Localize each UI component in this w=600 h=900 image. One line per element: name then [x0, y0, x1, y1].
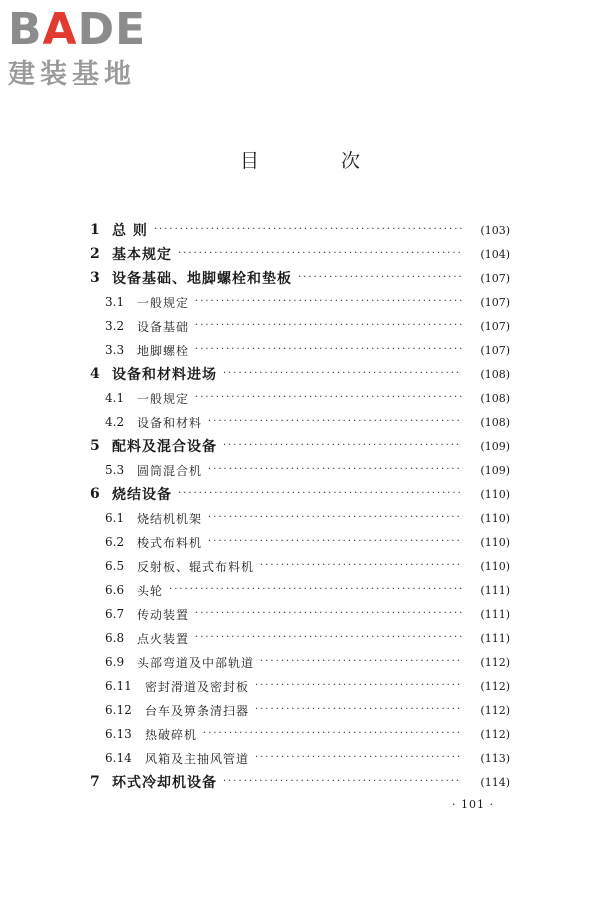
- toc-section: [0, 626, 600, 650]
- dot-leader: [223, 367, 462, 381]
- dot-leader: [195, 391, 462, 405]
- toc-label: 烧结机机架: [137, 511, 203, 526]
- toc-label: 反射板、辊式布料机: [137, 559, 255, 574]
- toc-page: (109): [480, 439, 510, 453]
- toc-label: 头轮: [137, 583, 164, 598]
- dot-leader: [208, 415, 462, 429]
- toc-label: 传动装置: [137, 607, 190, 622]
- toc-chapter: [0, 362, 600, 386]
- toc-number: 6.12: [105, 703, 132, 717]
- toc-label: 一般规定: [137, 295, 190, 310]
- toc-page: (109): [480, 463, 510, 477]
- toc-page: (111): [480, 631, 510, 645]
- toc-page: (104): [480, 247, 510, 261]
- toc-label: 梭式布料机: [137, 535, 203, 550]
- dot-leader: [169, 583, 462, 597]
- toc-label: 设备和材料: [137, 415, 203, 430]
- toc-section: [0, 386, 600, 410]
- toc-number: 6.5: [105, 559, 125, 573]
- toc-label: 台车及箅条清扫器: [145, 703, 250, 718]
- toc-number: 6.2: [105, 535, 125, 549]
- toc-label: 密封滑道及密封板: [145, 679, 250, 694]
- toc-label: 总 则: [112, 223, 148, 239]
- toc-label: 地脚螺栓: [137, 343, 190, 358]
- toc-section: [0, 722, 600, 746]
- toc-section: [0, 698, 600, 722]
- toc-section: [0, 674, 600, 698]
- toc-section: [0, 338, 600, 362]
- dot-leader: [223, 775, 462, 789]
- toc-number: 5.3: [105, 463, 125, 477]
- toc-page: (107): [480, 343, 510, 357]
- toc-number: 6.13: [105, 727, 132, 741]
- toc-label: 基本规定: [112, 247, 172, 263]
- toc-label: 设备基础: [137, 319, 190, 334]
- dot-leader: [260, 655, 462, 669]
- toc-number: 4.2: [105, 415, 125, 429]
- toc-page: (112): [480, 727, 510, 741]
- toc-number: 6: [90, 486, 100, 502]
- dot-leader: [203, 727, 462, 741]
- toc-number: 6.14: [105, 751, 132, 765]
- dot-leader: [178, 247, 462, 261]
- toc-section: [0, 650, 600, 674]
- toc-section: [0, 530, 600, 554]
- toc-number: 6.8: [105, 631, 125, 645]
- toc-number: 6.7: [105, 607, 125, 621]
- toc-page: (107): [480, 319, 510, 333]
- dot-leader: [178, 487, 462, 501]
- toc-number: 5: [90, 438, 100, 454]
- toc-label: 设备和材料进场: [112, 367, 217, 383]
- dot-leader: [195, 295, 462, 309]
- toc-number: 4: [90, 366, 100, 382]
- logo-mark-b: B: [8, 4, 43, 55]
- logo-mark-accent: A: [42, 4, 78, 55]
- toc-number: 6.11: [105, 679, 132, 693]
- toc-number: 3: [90, 270, 100, 286]
- toc-number: 7: [90, 774, 100, 790]
- bade-logo: [8, 6, 178, 92]
- dot-leader: [255, 679, 462, 693]
- toc-number: 4.1: [105, 391, 125, 405]
- toc-page: (110): [480, 559, 510, 573]
- toc-page: (112): [480, 679, 510, 693]
- dot-leader: [195, 607, 462, 621]
- dot-leader: [255, 751, 462, 765]
- toc-label: 一般规定: [137, 391, 190, 406]
- toc-number: 3.3: [105, 343, 125, 357]
- toc-label: 配料及混合设备: [112, 439, 217, 455]
- toc-number: 6.1: [105, 511, 125, 525]
- dot-leader: [195, 343, 462, 357]
- dot-leader: [208, 535, 462, 549]
- toc-section: [0, 410, 600, 434]
- toc-page: (111): [480, 583, 510, 597]
- toc-page: (107): [480, 295, 510, 309]
- toc-section: [0, 458, 600, 482]
- toc-page: (108): [480, 367, 510, 381]
- toc-label: 烧结设备: [112, 487, 172, 503]
- toc-page: (103): [480, 223, 510, 237]
- toc-section: [0, 290, 600, 314]
- toc-label: 风箱及主抽风管道: [145, 751, 250, 766]
- page-title: 目 次: [239, 150, 399, 172]
- logo-mark-de: DE: [77, 4, 147, 55]
- toc-page: (113): [480, 751, 510, 765]
- toc-page: (112): [480, 703, 510, 717]
- toc-number: 3.1: [105, 295, 125, 309]
- toc-label: 点火装置: [137, 631, 190, 646]
- toc-section: [0, 578, 600, 602]
- toc-number: 6.9: [105, 655, 125, 669]
- dot-leader: [298, 271, 462, 285]
- toc-chapter: [0, 266, 600, 290]
- logo-subtitle: 建装基地: [8, 59, 136, 90]
- toc-section: [0, 314, 600, 338]
- toc-number: 6.6: [105, 583, 125, 597]
- toc-page: (107): [480, 271, 510, 285]
- toc-chapter: [0, 242, 600, 266]
- toc-chapter: [0, 434, 600, 458]
- toc-label: 设备基础、地脚螺栓和垫板: [112, 271, 292, 287]
- toc-page: (114): [480, 775, 510, 789]
- toc-label: 环式冷却机设备: [112, 775, 217, 791]
- toc-label: 圆筒混合机: [137, 463, 203, 478]
- toc-page: (108): [480, 391, 510, 405]
- dot-leader: [195, 319, 462, 333]
- toc-number: 1: [90, 222, 100, 238]
- toc-page: (111): [480, 607, 510, 621]
- table-of-contents: [0, 218, 600, 794]
- toc-page: (110): [480, 511, 510, 525]
- toc-section: [0, 746, 600, 770]
- toc-chapter: [0, 482, 600, 506]
- toc-page: (110): [480, 487, 510, 501]
- toc-chapter: [0, 218, 600, 242]
- toc-label: 头部弯道及中部轨道: [137, 655, 255, 670]
- page-number: · 101 ·: [452, 798, 494, 811]
- logo-wordmark: [8, 6, 178, 54]
- toc-number: 3.2: [105, 319, 125, 333]
- dot-leader: [208, 511, 462, 525]
- toc-label: 热破碎机: [145, 727, 198, 742]
- dot-leader: [255, 703, 462, 717]
- dot-leader: [223, 439, 462, 453]
- dot-leader: [195, 631, 462, 645]
- toc-section: [0, 554, 600, 578]
- toc-page: (112): [480, 655, 510, 669]
- toc-section: [0, 506, 600, 530]
- toc-number: 2: [90, 246, 100, 262]
- dot-leader: [208, 463, 462, 477]
- dot-leader: [154, 223, 462, 237]
- toc-page: (110): [480, 535, 510, 549]
- toc-section: [0, 602, 600, 626]
- toc-chapter: [0, 770, 600, 794]
- toc-page: (108): [480, 415, 510, 429]
- dot-leader: [260, 559, 462, 573]
